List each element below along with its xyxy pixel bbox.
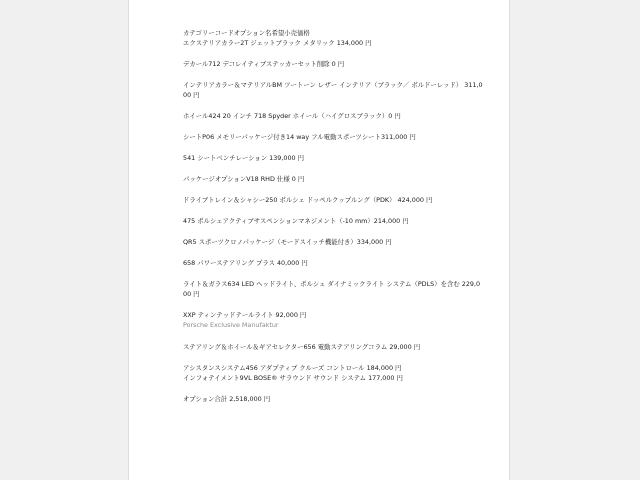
option-drivetrain: ドライブトレイン＆シャシー250 ポルシェ ドッペルクップルング（PDK） 424,000 円	[183, 196, 433, 204]
document-page	[128, 0, 510, 480]
options-total: オプション合計 2,518,000 円	[183, 395, 271, 403]
option-tail-lights: XXP ティンテッドテールライト 92,000 円	[183, 311, 307, 319]
header-line: カテゴリーコードオプション名希望小売価格	[183, 29, 310, 37]
option-sport-chrono: QR5 スポーツクロノパッケージ（モードスイッチ機能付き）334,000 円	[183, 238, 392, 246]
option-power-steering: 658 パワーステアリング プラス 40,000 円	[183, 259, 308, 267]
option-seat-ventilation: 541 シートベンチレーション 139,000 円	[183, 154, 305, 162]
option-decal: デカール712 デコレイティブステッカーセット削除 0 円	[183, 60, 345, 68]
option-exterior-color: エクステリアカラー2T ジェットブラック メタリック 134,000 円	[183, 39, 372, 47]
exclusive-manufaktur-label: Porsche Exclusive Manufaktur	[183, 321, 279, 329]
option-package: パッケージオプションV18 RHD 仕様 0 円	[183, 175, 305, 183]
option-interior: インテリアカラー＆マテリアルBM ツートーン レザー インテリア（ブラック／ ボルドーレッド） 311,000 円	[183, 81, 483, 99]
option-steering-column: ステアリング＆ホイール＆ギアセレクター656 電動ステアリングコラム 29,000 円	[183, 343, 421, 351]
option-wheels: ホイール424 20 インチ 718 Spyder ホイール（ハイグロスブラック）0 円	[183, 112, 401, 120]
option-sound-system: インフォテイメント9VL BOSE® サラウンド サウンド システム 177,000 円	[183, 374, 403, 382]
option-suspension: 475 ポルシェアクティブサスペンションマネジメント（-10 mm）214,000 円	[183, 217, 409, 225]
option-cruise-control: アシスタンスシステム456 アダプティブ クルーズ コントロール 184,000 円	[183, 364, 402, 372]
document-content	[183, 28, 483, 404]
option-seats: シートP06 メモリーパッケージ付き14 way フル電動スポーツシート311,000 円	[183, 133, 416, 141]
option-lights: ライト＆ガラス634 LED ヘッドライト、ポルシェ ダイナミックライト システム（PDLS）を含む 229,000 円	[183, 280, 481, 298]
